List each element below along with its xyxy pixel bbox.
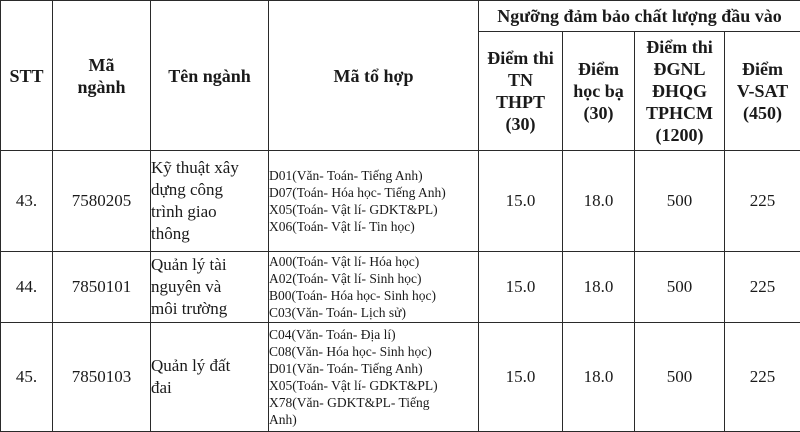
cell-ten-nganh (151, 323, 269, 432)
to-hop-line: X05(Toán- Vật lí- GDKT&PL) (269, 201, 478, 218)
to-hop-line: C08(Văn- Hóa học- Sinh học) (269, 343, 478, 360)
cell-diem-vsat: 225 (725, 252, 800, 323)
header-nguong-dau-vao: Ngưỡng đảm bảo chất lượng đầu vào (479, 1, 800, 32)
header-diem-thpt (479, 32, 563, 151)
cell-stt: 44. (1, 252, 53, 323)
header-line: (30) (563, 102, 634, 124)
to-hop-line: X78(Văn- GDKT&PL- Tiếng (269, 394, 478, 411)
table-row (1, 151, 800, 252)
cell-diem-hoc-ba: 18.0 (563, 323, 635, 432)
cell-ten-nganh (151, 252, 269, 323)
to-hop-line: D01(Văn- Toán- Tiếng Anh) (269, 360, 478, 377)
cell-diem-thpt: 15.0 (479, 252, 563, 323)
cell-diem-dgnl: 500 (635, 151, 725, 252)
header-ma-nganh (53, 1, 151, 151)
cell-to-hop (269, 323, 479, 432)
table-row (1, 323, 800, 432)
cell-stt: 43. (1, 151, 53, 252)
header-line: học bạ (563, 80, 634, 102)
to-hop-line: A00(Toán- Vật lí- Hóa học) (269, 253, 478, 270)
ten-nganh-line: trình giao (151, 201, 268, 223)
to-hop-line: X06(Toán- Vật lí- Tin học) (269, 218, 478, 235)
cell-diem-hoc-ba: 18.0 (563, 252, 635, 323)
to-hop-line: X05(Toán- Vật lí- GDKT&PL) (269, 377, 478, 394)
cell-ma-nganh: 7580205 (53, 151, 151, 252)
header-ma-to-hop: Mã tổ hợp (269, 1, 479, 151)
ten-nganh-line: Quản lý tài (151, 254, 268, 276)
cell-ma-nganh: 7850101 (53, 252, 151, 323)
cell-diem-dgnl: 500 (635, 252, 725, 323)
header-line: TPHCM (635, 102, 724, 124)
ten-nganh-line: Kỹ thuật xây (151, 157, 268, 179)
to-hop-line: D07(Toán- Hóa học- Tiếng Anh) (269, 184, 478, 201)
header-diem-hoc-ba (563, 32, 635, 151)
cell-diem-vsat: 225 (725, 151, 800, 252)
header-line: V-SAT (725, 80, 800, 102)
header-line: ĐHQG (635, 80, 724, 102)
header-line: ĐGNL (635, 58, 724, 80)
to-hop-line: C04(Văn- Toán- Địa lí) (269, 326, 478, 343)
header-line: Điểm (725, 58, 800, 80)
header-line: (30) (479, 113, 562, 135)
cell-diem-vsat: 225 (725, 323, 800, 432)
header-line: (450) (725, 102, 800, 124)
header-stt: STT (1, 1, 53, 151)
header-line: Điểm thi (479, 47, 562, 69)
header-diem-vsat (725, 32, 800, 151)
cell-diem-thpt: 15.0 (479, 151, 563, 252)
ten-nganh-line: dựng công (151, 179, 268, 201)
header-line: THPT (479, 91, 562, 113)
cell-to-hop (269, 252, 479, 323)
ten-nganh-line: Quản lý đất (151, 355, 268, 377)
header-ma-nganh-line: ngành (53, 76, 150, 98)
ten-nganh-line: thông (151, 223, 268, 245)
header-line: TN (479, 69, 562, 91)
cell-diem-thpt: 15.0 (479, 323, 563, 432)
to-hop-line: C03(Văn- Toán- Lịch sử) (269, 304, 478, 321)
table-row (1, 252, 800, 323)
header-ten-nganh: Tên ngành (151, 1, 269, 151)
header-diem-dgnl (635, 32, 725, 151)
cell-ten-nganh (151, 151, 269, 252)
header-line: (1200) (635, 124, 724, 146)
to-hop-line: B00(Toán- Hóa học- Sinh học) (269, 287, 478, 304)
header-ma-nganh-line: Mã (53, 54, 150, 76)
cell-diem-hoc-ba: 18.0 (563, 151, 635, 252)
to-hop-line: Anh) (269, 411, 478, 428)
ten-nganh-line: đai (151, 377, 268, 399)
to-hop-line: A02(Toán- Vật lí- Sinh học) (269, 270, 478, 287)
header-line: Điểm thi (635, 36, 724, 58)
cell-diem-dgnl: 500 (635, 323, 725, 432)
ten-nganh-line: môi trường (151, 298, 268, 320)
to-hop-line: D01(Văn- Toán- Tiếng Anh) (269, 167, 478, 184)
cell-stt: 45. (1, 323, 53, 432)
ten-nganh-line: nguyên và (151, 276, 268, 298)
cell-to-hop (269, 151, 479, 252)
cell-ma-nganh: 7850103 (53, 323, 151, 432)
header-line: Điểm (563, 58, 634, 80)
